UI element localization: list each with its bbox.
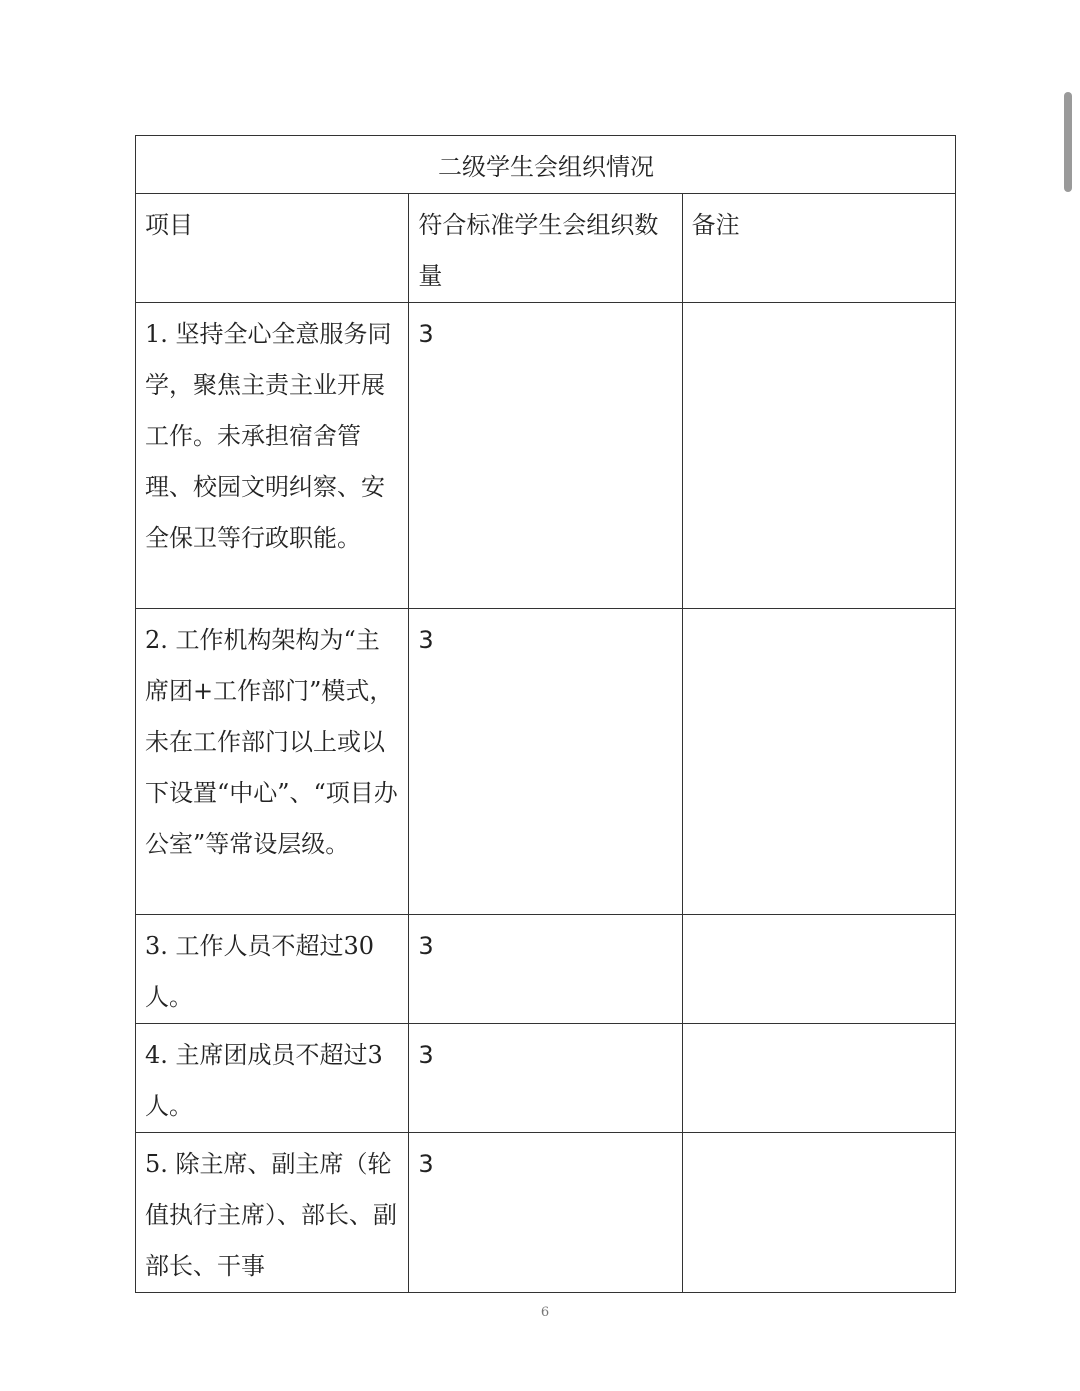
table-row [136,1133,956,1293]
header-note: 备注 [682,194,955,303]
table-row [136,609,956,915]
row-note-5 [682,1133,955,1293]
table-row [136,915,956,1024]
header-count: 符合标准学生会组织数量 [409,194,682,303]
table-row [136,303,956,609]
row-note-4 [682,1024,955,1133]
row-count-1: 3 [409,303,682,609]
vertical-scrollbar[interactable] [1064,92,1072,192]
row-count-3: 3 [409,915,682,1024]
row-count-2: 3 [409,609,682,915]
table-row [136,1024,956,1133]
row-item-2: 2. 工作机构架构为“主席团+工作部门”模式，未在工作部门以上或以下设置“中心”、“项目办公室”等常设层级。 [136,609,409,915]
row-note-1 [682,303,955,609]
row-count-4: 3 [409,1024,682,1133]
header-item: 项目 [136,194,409,303]
row-count-5: 3 [409,1133,682,1293]
row-item-3: 3. 工作人员不超过30人。 [136,915,409,1024]
row-note-2 [682,609,955,915]
row-item-4: 4. 主席团成员不超过3人。 [136,1024,409,1133]
table-title: 二级学生会组织情况 [136,136,956,194]
student-union-table [135,135,956,1293]
page-number: 6 [540,1305,550,1320]
table-header-row [136,194,956,303]
row-item-5: 5. 除主席、副主席（轮值执行主席）、部长、副部长、干事 [136,1133,409,1293]
row-note-3 [682,915,955,1024]
table-title-row [136,136,956,194]
row-item-1: 1. 坚持全心全意服务同学，聚焦主责主业开展工作。未承担宿舍管理、校园文明纠察、安全保卫等行政职能。 [136,303,409,609]
